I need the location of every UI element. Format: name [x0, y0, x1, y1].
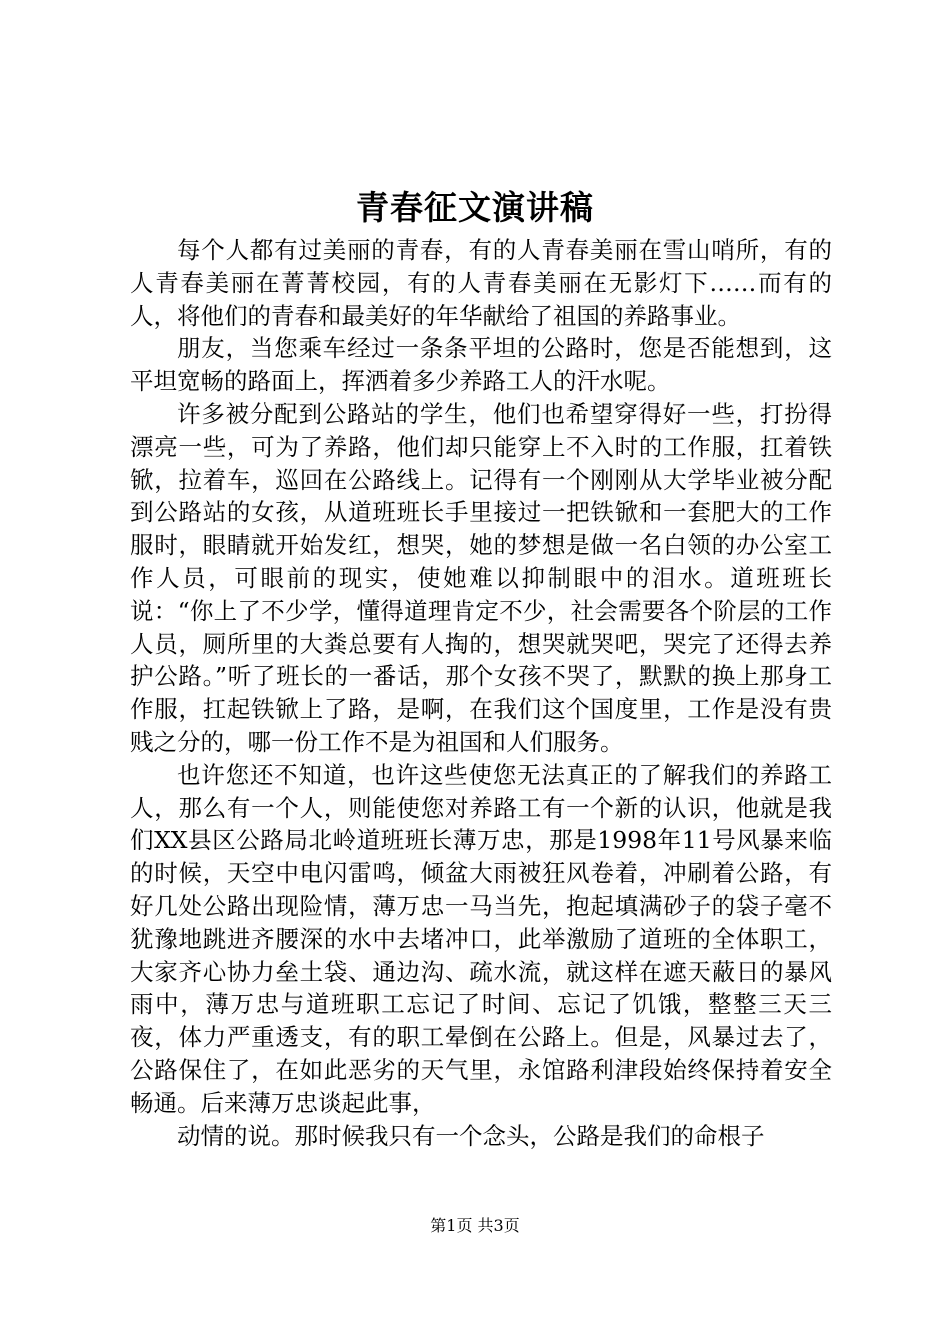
paragraph: 每个人都有过美丽的青春，有的人青春美丽在雪山哨所，有的人青春美丽在菁菁校园，有的人青春美丽在无影灯下……而有的人，将他们的青春和最美好的年华献给了祖国的养路事业。: [130, 236, 832, 330]
page-footer: 第1页 共3页: [430, 1216, 520, 1235]
paragraph: 也许您还不知道，也许这些使您无法真正的了解我们的养路工人，那么有一个人，则能使您对养路工有一个新的认识，他就是我们XX县区公路局北岭道班班长薄万忠，那是1998年11号风暴来临的时候，天空中电闪雷鸣，倾盆大雨被狂风卷着，冲刷着公路，有好几处公路出现险情，薄万忠一马当先，抱起填满砂子的袋子毫不犹豫地跳进齐腰深的水中去堵冲口，此举激励了道班的全体职工，大家齐心协力垒土袋、通边沟、疏水流，就这样在遮天蔽日的暴风雨中，薄万忠与道班职工忘记了时间、忘记了饥饿，整整三天三夜，体力严重透支，有的职工晕倒在公路上。但是，风暴过去了，公路保住了，在如此恶劣的天气里，永馆路利津段始终保持着安全畅通。后来薄万忠谈起此事，: [130, 760, 832, 1117]
document-body: [130, 234, 832, 1152]
paragraph: 许多被分配到公路站的学生，他们也希望穿得好一些，打扮得漂亮一些，可为了养路，他们却只能穿上不入时的工作服，扛着铁锨，拉着车，巡回在公路线上。记得有一个刚刚从大学毕业被分配到公路站的女孩，从道班班长手里接过一把铁锨和一套肥大的工作服时，眼睛就开始发红，想哭，她的梦想是做一名白领的办公室工作人员，可眼前的现实，使她难以抑制眼中的泪水。道班班长说：“你上了不少学，懂得道理肯定不少，社会需要各个阶层的工作人员，厕所里的大粪总要有人掏的，想哭就哭吧，哭完了还得去养护公路。”听了班长的一番话，那个女孩不哭了，默默的换上那身工作服，扛起铁锨上了路，是啊，在我们这个国度里，工作是没有贵贱之分的，哪一份工作不是为祖国和人们服务。: [130, 399, 832, 756]
paragraph: 朋友，当您乘车经过一条条平坦的公路时，您是否能想到，这平坦宽畅的路面上，挥洒着多少养路工人的汗水呢。: [130, 334, 832, 396]
document-title: 青春征文演讲稿: [356, 188, 594, 227]
paragraph: 动情的说。那时候我只有一个念头，公路是我们的命根子: [177, 1121, 765, 1150]
